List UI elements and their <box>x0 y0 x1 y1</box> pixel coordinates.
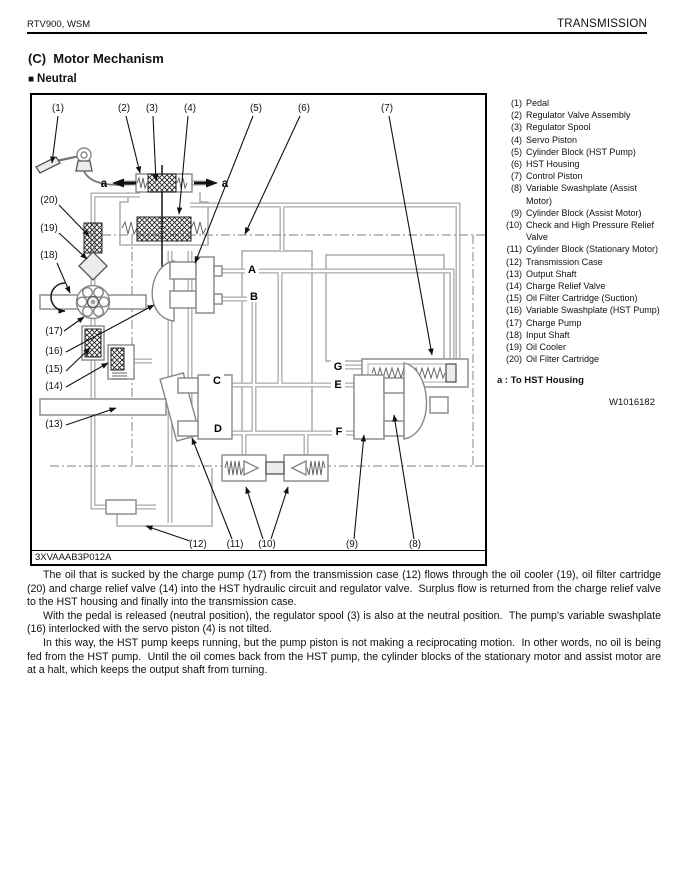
suction-filter-15 <box>82 326 104 360</box>
stationary-motor-11 <box>40 373 232 441</box>
legend-item <box>497 146 661 158</box>
port-E: E <box>334 379 342 391</box>
legend-item-number: (8) <box>511 183 522 194</box>
callout-11: (11) <box>226 539 244 550</box>
figure-code: 3XVAAAB3P012A <box>32 550 485 565</box>
flow-note: a : To HST Housing <box>497 375 584 387</box>
legend-item-label: Oil Cooler <box>526 342 567 353</box>
regulator-spool-3 <box>148 174 176 192</box>
flow-label-a-right: a <box>221 178 229 190</box>
legend-item-label: Pedal <box>526 98 550 108</box>
square-bullet-icon: ■ <box>28 74 35 85</box>
legend-item-number: (20) <box>505 354 522 365</box>
port-F: F <box>335 426 343 438</box>
legend-item-number: (2) <box>511 110 522 121</box>
legend-item-number: (16) <box>505 305 522 316</box>
assist-motor-8-9 <box>354 359 468 439</box>
legend-item <box>497 329 661 341</box>
paragraph-1: The oil that is sucked by the charge pump (17) from the transmission case (12) flows through the oil cooler (19), oil filter cartridge (20) and charge relief valve (14) into the HST hydraulic circuit and regulator valve. Surplus flow is returned from the charge relief valve to the HST housing and finally into the transmission case. <box>27 569 664 609</box>
legend-item-label: Cylinder Block (Stationary Motor) <box>526 244 659 255</box>
port-B: B <box>250 291 258 303</box>
legend-item-label: Oil Filter Cartridge <box>526 354 600 365</box>
charge-pump-17 <box>77 286 110 319</box>
callout-20: (20) <box>40 195 58 206</box>
legend-item-label: Control Piston <box>526 171 583 182</box>
callout-15: (15) <box>45 364 63 375</box>
callout-8: (8) <box>409 539 421 550</box>
callout-2: (2) <box>118 103 130 114</box>
legend-item-label: Servo Piston <box>526 134 578 145</box>
flow-label-a-left: a <box>100 178 108 190</box>
left-arrow-icon <box>112 179 124 188</box>
legend-item-number: (12) <box>505 256 522 267</box>
legend-item-number: (5) <box>511 146 522 157</box>
legend-item <box>497 170 661 182</box>
port-G: G <box>333 361 343 373</box>
legend-list <box>497 97 661 365</box>
legend-item <box>497 268 661 280</box>
legend-item-label: Transmission Case <box>526 256 603 267</box>
legend-item-number: (3) <box>511 122 522 133</box>
body-text <box>27 569 664 678</box>
legend-item <box>497 292 661 304</box>
legend-item <box>497 207 661 219</box>
legend-item <box>497 158 661 170</box>
legend-item <box>497 341 661 353</box>
legend-item <box>497 97 661 109</box>
port-C: C <box>213 375 221 387</box>
hydraulic-schematic <box>32 95 485 550</box>
callout-9: (9) <box>346 539 358 550</box>
legend-item <box>497 256 661 268</box>
subsection-title <box>28 73 77 85</box>
legend-item-label: Check and High Pressure Relief Valve <box>526 220 655 243</box>
legend-item-number: (1) <box>511 98 522 108</box>
callout-4: (4) <box>184 103 196 114</box>
legend-item-label: Charge Pump <box>526 317 582 328</box>
legend-item <box>497 182 661 206</box>
legend-item-label: Variable Swashplate (HST Pump) <box>526 305 660 316</box>
legend-item-number: (11) <box>506 244 522 255</box>
legend-item <box>497 304 661 316</box>
legend-item-number: (15) <box>505 293 522 304</box>
figure-frame <box>30 93 487 566</box>
oil-filter-cartridge-20 <box>84 223 102 253</box>
legend-item-label: Cylinder Block (HST Pump) <box>526 146 636 157</box>
assist-cylinder-block-9 <box>354 375 384 439</box>
callout-12: (12) <box>189 539 207 550</box>
legend-item-number: (17) <box>505 317 522 328</box>
legend-item-label: HST Housing <box>526 159 580 170</box>
case-drain-fitting <box>106 500 136 514</box>
legend-item <box>497 121 661 133</box>
legend-item-number: (9) <box>511 207 522 218</box>
callout-17: (17) <box>45 326 63 337</box>
legend-item <box>497 219 661 243</box>
legend-item-number: (7) <box>511 171 522 182</box>
check-relief-valves-10 <box>222 455 328 481</box>
legend-item <box>497 243 661 255</box>
legend-item-label: Regulator Spool <box>526 122 591 133</box>
legend-item-label: Input Shaft <box>526 329 570 340</box>
charge-relief-valve-14 <box>108 345 134 379</box>
paragraph-2: With the pedal is released (neutral position), the regulator spool (3) is also at the neutral position. The pump's variable swashplate (16) interlocked with the servo piston (4) is not tilted. <box>27 609 664 636</box>
subsection-label: Neutral <box>37 73 77 85</box>
legend-item-number: (19) <box>505 342 522 353</box>
page-header <box>27 18 647 34</box>
legend-item <box>497 109 661 121</box>
legend-item-number: (6) <box>511 159 522 170</box>
legend-item <box>497 280 661 292</box>
header-doc-id: RTV900, WSM <box>27 19 91 30</box>
legend-item <box>497 353 661 365</box>
pump-cylinder-block-5 <box>196 257 214 313</box>
parts-legend <box>497 97 661 409</box>
port-A: A <box>248 264 256 276</box>
legend-item-number: (14) <box>505 281 522 292</box>
legend-item-label: Charge Relief Valve <box>526 281 606 292</box>
legend-item-label: Output Shaft <box>526 268 577 279</box>
callout-19: (19) <box>40 223 58 234</box>
hst-pump-5-16 <box>152 257 222 321</box>
callout-1: (1) <box>52 103 64 114</box>
right-arrow-icon <box>206 179 218 188</box>
callout-3: (3) <box>146 103 158 114</box>
callout-18: (18) <box>40 250 58 261</box>
legend-item-number: (10) <box>505 220 522 231</box>
header-section: TRANSMISSION <box>557 18 647 30</box>
legend-item-number: (4) <box>511 134 522 145</box>
legend-item-number: (18) <box>505 329 522 340</box>
port-D: D <box>214 423 222 435</box>
transmission-case-outline <box>117 468 212 526</box>
paragraph-3: In this way, the HST pump keeps running, but the pump piston is not making a reciprocating motion. In other words, no oil is being fed from the HST pump. Until the oil comes back from the HST pump, the cylinder blocks of the stationary motor and assist motor are at a halt, which keeps the output shaft from turning. <box>27 636 664 677</box>
page-title: (C) Motor Mechanism <box>28 51 164 66</box>
figure-ref-number: W1016182 <box>609 396 655 408</box>
legend-item-label: Oil Filter Cartridge (Suction) <box>526 293 638 304</box>
callout-6: (6) <box>298 103 310 114</box>
callout-5: (5) <box>250 103 262 114</box>
legend-item <box>497 317 661 329</box>
callout-10: (10) <box>258 539 276 550</box>
callout-14: (14) <box>45 381 63 392</box>
callout-7: (7) <box>381 103 393 114</box>
callout-13: (13) <box>45 419 63 430</box>
callout-16: (16) <box>45 346 63 357</box>
legend-item <box>497 134 661 146</box>
legend-item-label: Regulator Valve Assembly <box>526 110 631 121</box>
legend-item-number: (13) <box>505 268 522 279</box>
legend-item-label: Cylinder Block (Assist Motor) <box>526 207 642 218</box>
legend-item-label: Variable Swashplate (Assist Motor) <box>526 183 637 206</box>
